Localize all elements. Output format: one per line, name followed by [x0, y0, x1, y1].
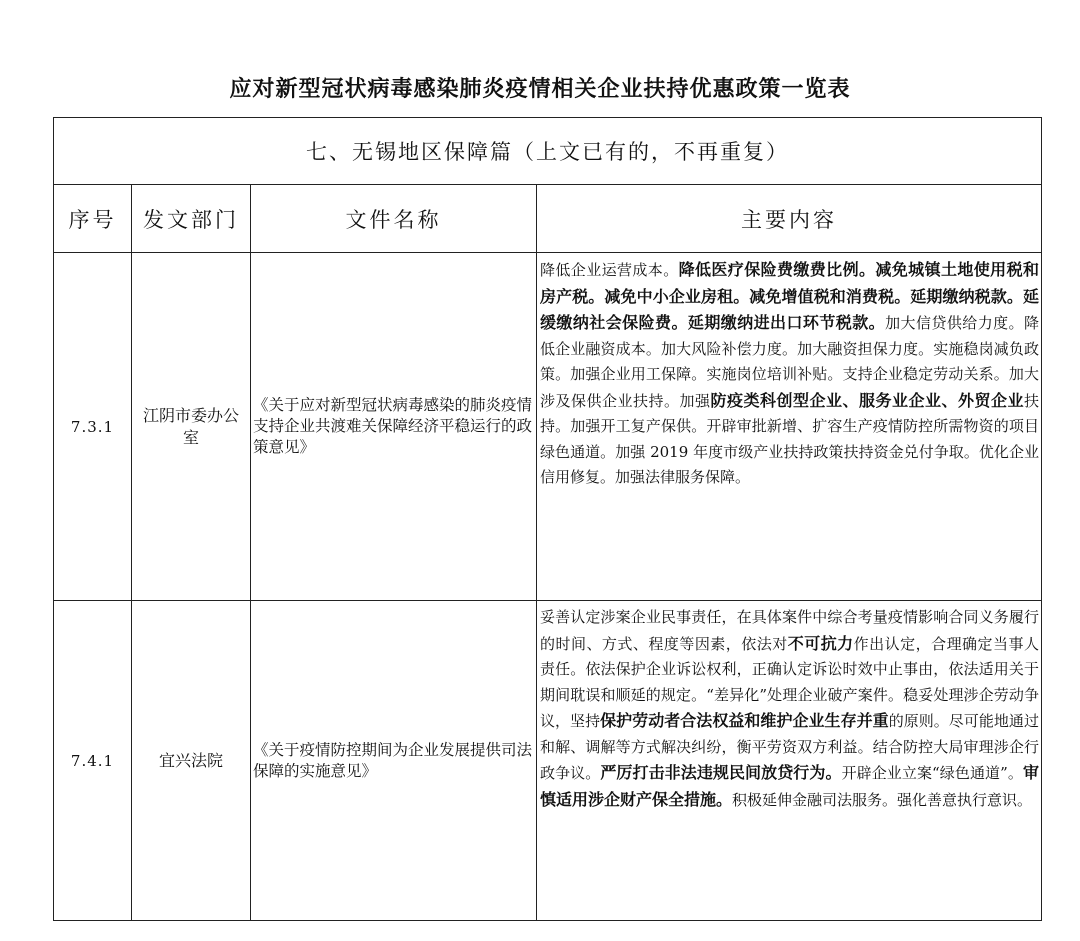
dept-cell: 宜兴法院	[132, 601, 251, 921]
policy-table	[53, 117, 1042, 921]
column-header-seq: 序号	[54, 185, 132, 253]
column-header-file: 文件名称	[251, 185, 537, 253]
content-cell	[537, 253, 1042, 601]
content-segment-bold: 防疫类科创型企业、服务业企业、外贸企业	[710, 390, 1024, 410]
seq-cell: 7.3.1	[54, 253, 132, 601]
table-row	[54, 601, 1042, 921]
content-segment: 作出认定，合理确定当事人责任。依法保护企业诉讼权利，正确认定诉讼时效中止事由，依法适用关于期间耽误和顺延的规定。“差异化”处理企业破产案件。稳妥处理涉企劳动争议，坚持	[540, 634, 1039, 730]
content-segment-bold: 降低医疗保险费缴费比例。减免城镇土地使用税和房产税。减免中小企业房租。减免增值税和消费税。延期缴纳税款。延缓缴纳社会保险费。延期缴纳进出口环节税款。	[540, 260, 1039, 332]
content-segment: 扶持。加强开工复产保供。开辟审批新增、扩容生产疫情防控所需物资的项目绿色通道。加强 2019 年度市级产业扶持政策扶持资金兑付争取。优化企业信用修复。加强法律服务保障。	[540, 391, 1039, 486]
file-name-cell: 《关于应对新型冠状病毒感染的肺炎疫情支持企业共渡难关保障经济平稳运行的政策意见》	[251, 253, 537, 601]
content-segment-bold: 审慎适用涉企财产保全措施。	[540, 763, 1039, 809]
content-segment: 降低企业运营成本。	[540, 261, 679, 279]
content-cell	[537, 601, 1042, 921]
page-title: 应对新型冠状病毒感染肺炎疫情相关企业扶持优惠政策一览表	[229, 77, 851, 102]
seq-cell: 7.4.1	[54, 601, 132, 921]
content-segment: 加大信贷供给力度。降低企业融资成本。加大风险补偿力度。加大融资担保力度。实施稳岗减负政策。加强企业用工保障。实施岗位培训补贴。支持企业稳定劳动关系。加大涉及保供企业扶持。加强	[540, 314, 1039, 410]
content-segment: 积极延伸金融司法服务。强化善意执行意识。	[732, 790, 1033, 809]
content-segment-bold: 严厉打击非法违规民间放贷行为。	[600, 763, 842, 782]
column-header-dept: 发文部门	[132, 185, 251, 253]
content-segment: 的原则。尽可能地通过和解、调解等方式解决纠纷，衡平劳资双方利益。结合防控大局审理涉企行政争议。	[540, 712, 1039, 782]
column-header-content: 主要内容	[537, 185, 1042, 253]
section-header: 七、无锡地区保障篇（上文已有的，不再重复）	[54, 118, 1042, 185]
content-segment: 妥善认定涉案企业民事责任，在具体案件中综合考量疫情影响合同义务履行的时间、方式、程度等因素，依法对	[540, 608, 1039, 653]
content-segment-bold: 保护劳动者合法权益和维护企业生存并重	[600, 711, 889, 730]
file-name-cell: 《关于疫情防控期间为企业发展提供司法保障的实施意见》	[251, 601, 537, 921]
table-row	[54, 253, 1042, 601]
content-segment: 开辟企业立案“绿色通道”。	[841, 764, 1023, 782]
dept-cell: 江阴市委办公室	[132, 253, 251, 601]
content-segment-bold: 不可抗力	[787, 633, 854, 653]
